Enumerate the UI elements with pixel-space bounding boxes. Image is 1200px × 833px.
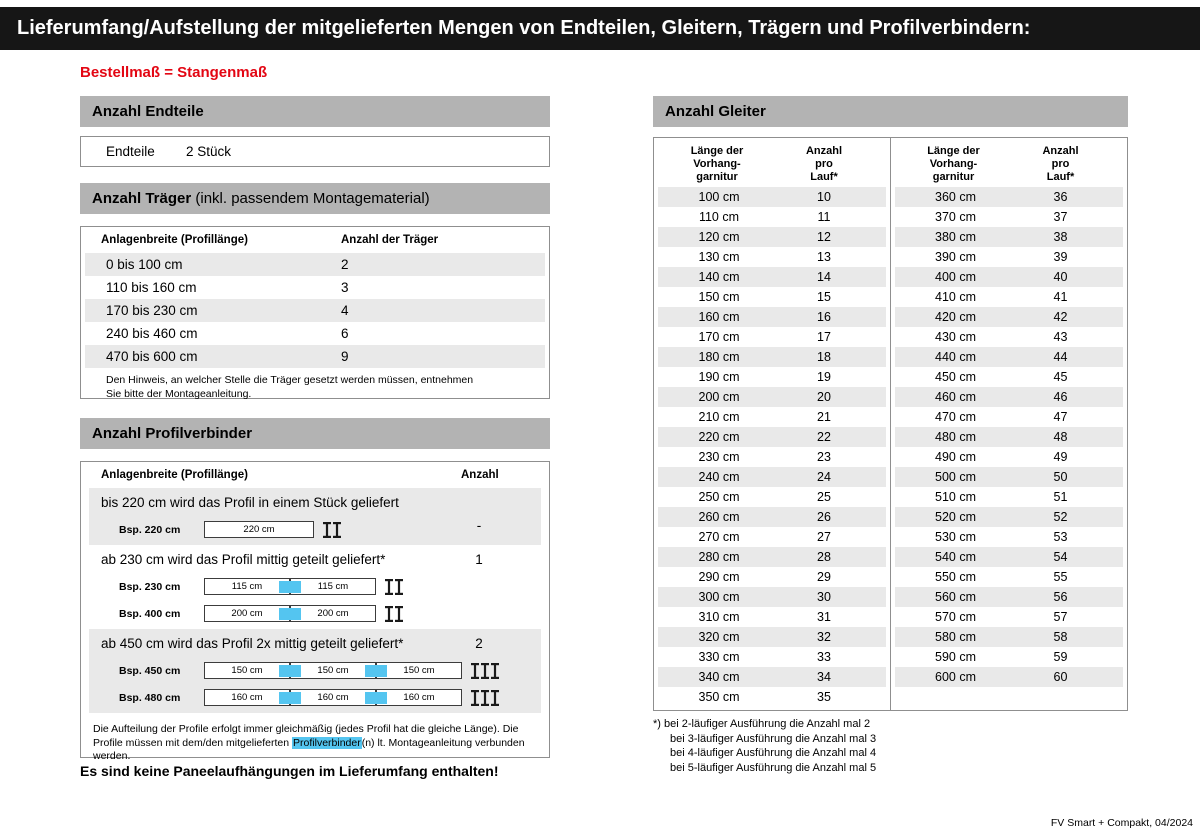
profile-segment: 115 cm [204,578,290,595]
gleiter-length: 600 cm [935,670,976,684]
gleiter-row [895,247,1124,267]
section-header-endteile [80,96,550,127]
gleiter-count: 46 [1053,390,1068,404]
profilverbinder-connector-icon [279,665,301,677]
pv-col-count: Anzahl [461,469,499,481]
profilverbinder-connector-icon [279,581,301,593]
gleiter-length: 360 cm [935,190,976,204]
traeger-range: 110 bis 160 cm [106,280,197,295]
gleiter-count: 34 [817,670,831,684]
gleiter-row [658,527,886,547]
gleiter-count: 24 [817,470,831,484]
gleiter-length: 320 cm [698,630,740,644]
gleiter-count: 27 [817,530,831,544]
gleiter-length: 140 cm [698,270,740,284]
gleiter-row [895,587,1124,607]
gleiter-length: 160 cm [698,310,740,324]
gleiter-row [895,527,1124,547]
profile-bracket-icon [385,606,403,622]
gleiter-count: 45 [1053,370,1068,384]
gleiter-length: 330 cm [698,650,740,664]
traeger-row [85,276,545,299]
gleiter-length: 510 cm [935,490,976,504]
profile-bracket-icon [471,690,499,706]
profile-example-label: Bsp. 220 cm [119,523,181,536]
profilverbinder-section [89,488,541,545]
gleiter-count: 17 [817,330,831,344]
gleiter-footnote: bei 5-läufiger Ausführung die Anzahl mal 5 [670,761,877,774]
gleiter-count: 10 [817,190,831,204]
gleiter-count: 32 [817,630,831,644]
gleiter-header-row [891,138,1128,187]
gleiter-row [895,227,1124,247]
profilverbinder-section-text: ab 450 cm wird das Profil 2x mittig geteilt geliefert* [101,636,404,651]
gleiter-row [658,667,886,687]
gleiter-length: 380 cm [935,230,976,244]
gleiter-length: 450 cm [935,370,976,384]
profile-segment: 150 cm [204,662,290,679]
traeger-col-count: Anzahl der Träger [341,234,439,246]
gleiter-row [658,427,886,447]
section-title-profilverbinder: Anzahl Profilverbinder [92,425,253,442]
gleiter-row [895,287,1124,307]
pv-col-width: Anlagenbreite (Profillänge) [101,469,248,481]
gleiter-row [895,547,1124,567]
traeger-row [85,299,545,322]
gleiter-row [895,407,1124,427]
gleiter-row [895,267,1124,287]
gleiter-row [895,427,1124,447]
gleiter-count: 39 [1053,250,1068,264]
profilverbinder-section-count: - [476,518,482,533]
gleiter-length: 480 cm [935,430,976,444]
gleiter-count: 20 [817,390,831,404]
endteile-value: 2 Stück [186,144,232,159]
gleiter-count: 48 [1053,430,1068,444]
endteile-label: Endteile [106,144,155,159]
gleiter-count: 36 [1053,190,1068,204]
gleiter-count: 59 [1053,650,1068,664]
gleiter-length: 190 cm [698,370,740,384]
gleiter-count: 18 [817,350,831,364]
profile-example-label: Bsp. 450 cm [119,664,181,677]
profilverbinder-section [89,545,541,629]
profilverbinder-connector-icon [279,692,301,704]
traeger-row [85,253,545,276]
gleiter-col-length: Länge der Vorhang- garnitur [690,144,744,183]
gleiter-col-length: Länge der Vorhang- garnitur [927,144,980,183]
traeger-count: 6 [341,326,349,341]
gleiter-length: 200 cm [698,390,740,404]
traeger-row [85,345,545,368]
gleiter-row [895,187,1124,207]
gleiter-count: 31 [817,610,831,624]
gleiter-length: 310 cm [698,610,740,624]
profile-segment: 220 cm [204,521,314,538]
profile-example-row [89,577,541,596]
traeger-note: Den Hinweis, an welcher Stelle die Träger gesetzt werden müssen, entnehmen Sie bitte der Montageanleitung. [106,374,474,400]
gleiter-row [895,207,1124,227]
profile-diagram [204,521,314,538]
profilverbinder-section-count: 2 [475,636,483,651]
gleiter-length: 390 cm [935,250,976,264]
gleiter-row [658,227,886,247]
gleiter-length: 130 cm [698,250,740,264]
profilverbinder-highlight: Profilverbinder [293,736,361,749]
gleiter-row [658,347,886,367]
profile-example-label: Bsp. 230 cm [119,580,181,593]
profilverbinder-section-count: 1 [475,552,483,567]
traeger-header-row [81,227,549,253]
traeger-range: 0 bis 100 cm [106,257,183,272]
section-header-profilverbinder [80,418,550,449]
profilverbinder-section [89,629,541,713]
gleiter-footnote: bei 4-läufiger Ausführung die Anzahl mal 4 [670,747,877,759]
gleiter-count: 41 [1053,290,1068,304]
section-header-gleiter [653,96,1128,127]
profilverbinder-box [80,461,550,762]
gleiter-row [895,327,1124,347]
section-title-gleiter: Anzahl Gleiter [665,103,766,120]
gleiter-length: 460 cm [935,390,976,404]
gleiter-row [658,467,886,487]
gleiter-footnotes [653,717,876,775]
gleiter-row [895,607,1124,627]
profile-segment: 150 cm [376,662,462,679]
page-title: Lieferumfang/Aufstellung der mitgelieferten Mengen von Endteilen, Gleitern, Trägern und Profilverbindern: [17,17,1031,39]
gleiter-length: 490 cm [935,450,976,464]
gleiter-row [895,387,1124,407]
profilverbinder-header-row [81,462,549,488]
gleiter-length: 120 cm [698,230,740,244]
profilverbinder-section-text: bis 220 cm wird das Profil in einem Stück geliefert [101,495,399,510]
gleiter-count: 33 [817,650,831,664]
gleiter-count: 60 [1053,670,1068,684]
gleiter-footnote: bei 3-läufiger Ausführung die Anzahl mal 3 [670,732,877,745]
gleiter-count: 35 [817,690,831,704]
gleiter-row [895,347,1124,367]
gleiter-count: 40 [1053,270,1068,284]
gleiter-row [658,247,886,267]
gleiter-row [895,447,1124,467]
traeger-table [80,226,550,399]
gleiter-count: 26 [817,510,831,524]
gleiter-length: 590 cm [935,650,976,664]
gleiter-count: 57 [1053,610,1068,624]
profilverbinder-connector-icon [365,692,387,704]
profile-bracket-icon [471,663,499,679]
gleiter-length: 250 cm [698,490,740,504]
gleiter-count: 53 [1053,530,1068,544]
profile-bracket-icon [385,579,403,595]
gleiter-count: 47 [1053,410,1068,424]
gleiter-row [658,207,886,227]
section-header-traeger [80,183,550,214]
gleiter-table-right [891,137,1129,711]
gleiter-row [658,647,886,667]
gleiter-length: 260 cm [698,510,740,524]
endteile-box [80,136,550,167]
gleiter-count: 56 [1053,590,1068,604]
profile-diagram [204,605,376,622]
gleiter-length: 230 cm [698,450,740,464]
gleiter-count: 29 [817,570,831,584]
gleiter-row [895,507,1124,527]
gleiter-table-left [653,137,891,711]
gleiter-length: 530 cm [935,530,976,544]
profile-segment: 200 cm [204,605,290,622]
gleiter-length: 150 cm [698,290,740,304]
gleiter-row [658,607,886,627]
traeger-row [85,322,545,345]
gleiter-length: 340 cm [698,670,740,684]
document-reference: FV Smart + Compakt, 04/2024 [1050,817,1193,829]
profile-example-row [89,604,541,623]
traeger-range: 470 bis 600 cm [106,349,198,364]
gleiter-count: 23 [817,450,831,464]
gleiter-row [658,627,886,647]
gleiter-length: 240 cm [698,470,740,484]
gleiter-count: 11 [817,210,831,224]
gleiter-length: 520 cm [935,510,976,524]
gleiter-count: 13 [817,250,831,264]
gleiter-count: 16 [817,310,831,324]
section-title-endteile: Anzahl Endteile [92,103,204,120]
gleiter-length: 350 cm [698,690,740,704]
section-title-traeger: Anzahl Träger [92,190,192,207]
gleiter-row [895,307,1124,327]
profilverbinder-sections [89,488,541,713]
gleiter-count: 37 [1053,210,1068,224]
gleiter-length: 300 cm [698,590,740,604]
gleiter-header-row [654,138,890,187]
profilverbinder-connector-icon [365,665,387,677]
profile-segment: 160 cm [204,689,290,706]
traeger-count: 4 [341,303,349,318]
profile-segment: 150 cm [290,662,376,679]
traeger-count: 2 [341,257,349,272]
section-subtitle-traeger: (inkl. passendem Montagematerial) [191,190,430,207]
gleiter-length: 430 cm [935,330,976,344]
traeger-count: 9 [341,349,349,364]
gleiter-count: 22 [817,430,831,444]
gleiter-length: 370 cm [935,210,976,224]
traeger-range: 170 bis 230 cm [106,303,198,318]
gleiter-length: 410 cm [935,290,976,304]
profile-segment: 115 cm [290,578,376,595]
gleiter-row [658,487,886,507]
gleiter-row [658,447,886,467]
gleiter-row [895,647,1124,667]
gleiter-count: 38 [1053,230,1068,244]
gleiter-length: 440 cm [935,350,976,364]
gleiter-row [658,547,886,567]
gleiter-length: 170 cm [698,330,740,344]
traeger-range: 240 bis 460 cm [106,326,198,341]
gleiter-count: 54 [1053,550,1068,564]
gleiter-row [895,667,1124,687]
gleiter-count: 21 [817,410,831,424]
gleiter-length: 550 cm [935,570,976,584]
gleiter-count: 44 [1053,350,1068,364]
profile-segment: 200 cm [290,605,376,622]
gleiter-length: 570 cm [935,610,976,624]
gleiter-length: 290 cm [698,570,740,584]
gleiter-row [895,467,1124,487]
gleiter-row [658,587,886,607]
gleiter-count: 25 [817,490,831,504]
gleiter-footnote: *) bei 2-läufiger Ausführung die Anzahl mal 2 [653,718,871,730]
gleiter-row [658,367,886,387]
gleiter-count: 30 [817,590,831,604]
gleiter-count: 15 [817,290,831,304]
traeger-count: 3 [341,280,349,295]
gleiter-length: 470 cm [935,410,976,424]
gleiter-count: 51 [1053,490,1068,504]
gleiter-row [895,567,1124,587]
gleiter-row [658,307,886,327]
gleiter-length: 110 cm [698,210,740,224]
profile-bracket-icon [323,522,341,538]
profilverbinder-note: Die Aufteilung der Profile erfolgt immer gleichmäßig (jedes Profil hat die gleiche Länge). Die Profile müssen mit dem/den mitgelieferten Profilverbinder(n) lt. Montageanleitung verbunden werden. [93,723,525,762]
gleiter-length: 280 cm [698,550,740,564]
gleiter-length: 540 cm [935,550,976,564]
gleiter-row [895,487,1124,507]
gleiter-count: 14 [817,270,831,284]
gleiter-count: 19 [817,370,831,384]
gleiter-row [658,287,886,307]
title-bar [0,7,1200,50]
gleiter-count: 42 [1053,310,1068,324]
profile-example-row [89,688,541,707]
gleiter-count: 58 [1053,630,1068,644]
gleiter-row [658,567,886,587]
gleiter-count: 49 [1053,450,1068,464]
gleiter-length: 210 cm [698,410,740,424]
gleiter-row [658,687,886,707]
gleiter-count: 43 [1053,330,1068,344]
gleiter-row [658,187,886,207]
profile-example-label: Bsp. 400 cm [119,607,181,620]
gleiter-length: 560 cm [935,590,976,604]
gleiter-length: 400 cm [935,270,976,284]
gleiter-length: 100 cm [698,190,740,204]
gleiter-row [895,627,1124,647]
gleiter-count: 52 [1053,510,1068,524]
gleiter-count: 55 [1053,570,1068,584]
gleiter-length: 180 cm [698,350,740,364]
gleiter-row [658,327,886,347]
gleiter-count: 50 [1053,470,1068,484]
gleiter-length: 220 cm [698,430,740,444]
profile-diagram [204,689,462,706]
gleiter-col-count: Anzahl pro Lauf* [805,144,843,183]
traeger-rows [81,253,549,368]
profile-example-row [89,661,541,680]
gleiter-count: 28 [817,550,831,564]
profile-segment: 160 cm [376,689,462,706]
gleiter-row [895,367,1124,387]
gleiter-length: 420 cm [935,310,976,324]
profile-diagram [204,662,462,679]
gleiter-col-count: Anzahl pro Lauf* [1042,144,1079,183]
traeger-col-width: Anlagenbreite (Profillänge) [101,234,248,246]
gleiter-row [658,267,886,287]
gleiter-length: 500 cm [935,470,976,484]
gleiter-length: 270 cm [698,530,740,544]
gleiter-row [658,407,886,427]
gleiter-row [658,387,886,407]
profilverbinder-connector-icon [279,608,301,620]
profilverbinder-section-text: ab 230 cm wird das Profil mittig geteilt geliefert* [101,552,386,567]
gleiter-table [653,137,1128,711]
profile-segment: 160 cm [290,689,376,706]
profile-example-label: Bsp. 480 cm [119,691,181,704]
order-measure-note: Bestellmaß = Stangenmaß [80,64,268,81]
gleiter-row [658,507,886,527]
gleiter-count: 12 [817,230,831,244]
profile-diagram [204,578,376,595]
gleiter-length: 580 cm [935,630,976,644]
paneel-note: Es sind keine Paneelaufhängungen im Lieferumfang enthalten! [80,763,499,779]
